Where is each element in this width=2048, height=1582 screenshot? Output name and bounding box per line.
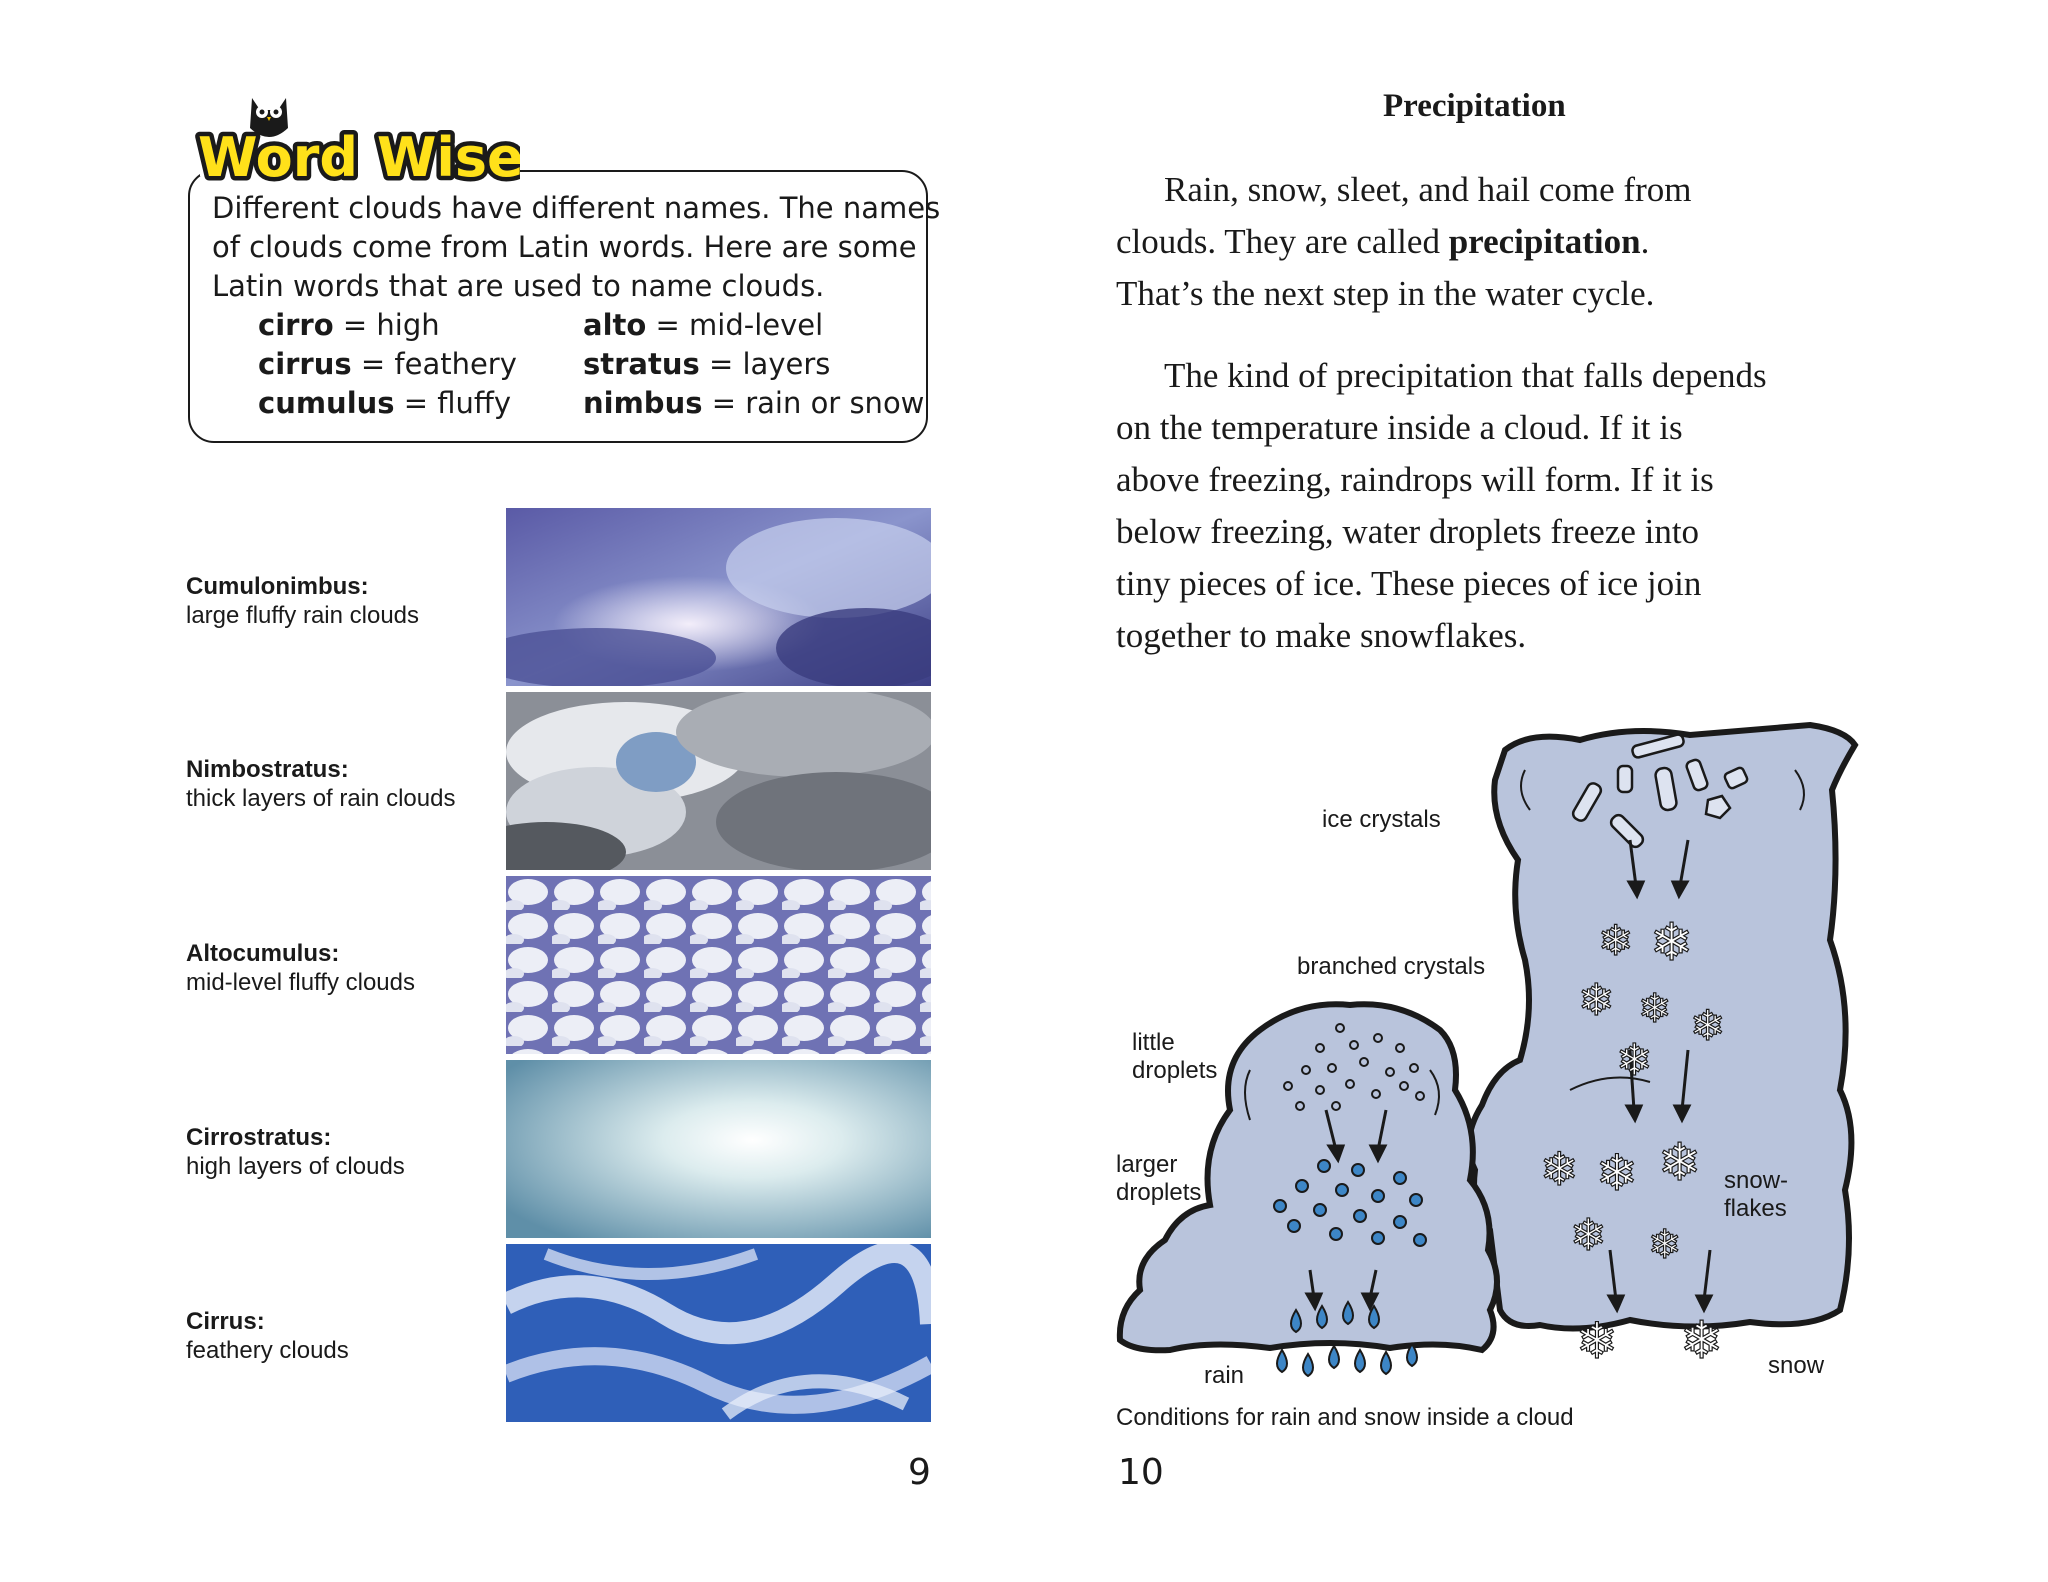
label-larger-droplets: larger droplets	[1116, 1151, 1202, 1206]
word-wise-logo	[190, 88, 520, 188]
svg-text:❄: ❄	[1650, 913, 1694, 973]
cloud-label-cumulonimbus: Cumulonimbus: large fluffy rain clouds	[186, 573, 420, 629]
label-rain: rain	[1204, 1362, 1245, 1389]
label-little-droplets: little droplets	[1132, 1029, 1218, 1084]
diagram-caption: Conditions for rain and snow inside a cloud	[1116, 1404, 1574, 1431]
word-wise-terms-right: alto = mid-level stratus = layers nimbus = rain or snow	[583, 308, 925, 420]
label-snow: snow	[1768, 1352, 1825, 1379]
cloud-label-altocumulus: Altocumulus: mid-level fluffy clouds	[186, 940, 415, 996]
nimbostratus-photo	[506, 692, 931, 870]
page-number-right: 10	[1118, 1452, 1164, 1493]
section-title: Precipitation	[1383, 88, 1566, 124]
paragraph-1: Rain, snow, sleet, and hail come from clouds. They are called precipitation. That’s the next step in the water cycle.	[1116, 170, 1692, 313]
cloud-label-nimbostratus: Nimbostratus: thick layers of rain clouds	[186, 756, 456, 812]
svg-text:❄: ❄	[1648, 1222, 1682, 1268]
word-wise-terms-left: cirro = high cirrus = feathery cumulus = fluffy	[258, 308, 517, 420]
label-snowflakes: snow- flakes	[1724, 1167, 1789, 1222]
svg-text:❄: ❄	[1690, 1001, 1726, 1050]
page-number-left: 9	[908, 1452, 931, 1493]
svg-text:❄: ❄	[1598, 916, 1634, 965]
svg-text:❄: ❄	[1570, 1210, 1607, 1261]
svg-text:❄: ❄	[1540, 1142, 1579, 1196]
cloud-label-cirrostratus: Cirrostratus: high layers of clouds	[186, 1124, 405, 1180]
label-branched-crystals: branched crystals	[1297, 953, 1486, 980]
label-ice-crystals: ice crystals	[1322, 806, 1441, 833]
svg-text:❄: ❄	[1680, 1311, 1724, 1371]
svg-text:❄: ❄	[1576, 1312, 1618, 1370]
cirrus-photo	[506, 1244, 931, 1422]
svg-text:❄: ❄	[1578, 975, 1615, 1026]
cumulonimbus-photo	[506, 508, 931, 686]
altocumulus-photo	[506, 876, 931, 1054]
svg-text:❄: ❄	[1638, 986, 1672, 1032]
svg-text:❄: ❄	[1596, 1144, 1638, 1202]
word-wise-intro: Different clouds have different names. The names of clouds come from Latin words. Here are some Latin words that are used to name clouds.	[212, 191, 941, 303]
precipitation-diagram	[1110, 710, 1870, 1400]
cirrostratus-photo	[506, 1060, 931, 1238]
svg-text:❄: ❄	[1658, 1133, 1702, 1193]
svg-text:❄: ❄	[1616, 1035, 1653, 1086]
paragraph-2: The kind of precipitation that falls depends on the temperature inside a cloud. If it is above freezing, raindrops will form. If it is below freezing, water droplets freeze into tiny pieces of ice. These pieces of ice join together to make snowflakes.	[1116, 356, 1767, 655]
svg-text:Word Wise: Word Wise	[198, 126, 520, 188]
cloud-label-cirrus: Cirrus: feathery clouds	[186, 1308, 349, 1364]
